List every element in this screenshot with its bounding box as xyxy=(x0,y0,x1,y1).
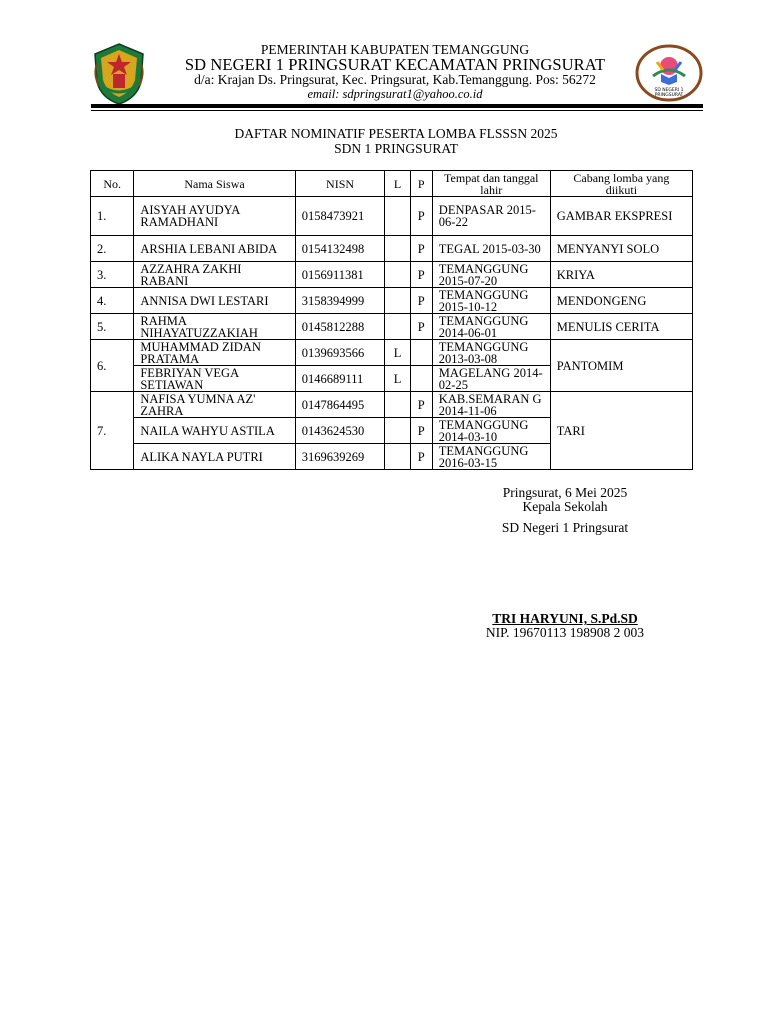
cell-nisn: 0158473921 xyxy=(295,197,385,236)
svg-text:SD NEGERI 1: SD NEGERI 1 xyxy=(654,88,684,93)
header-ttl: Tempat dan tanggal lahir xyxy=(432,171,550,197)
cell-p: P xyxy=(410,314,432,340)
cell-l xyxy=(385,392,410,418)
cell-nama: AZZAHRA ZAKHI RABANI xyxy=(134,262,295,288)
cell-ttl: TEMANGGUNG 2015-10-12 xyxy=(432,288,550,314)
cell-nama: MUHAMMAD ZIDAN PRATAMA xyxy=(134,340,295,366)
cell-l xyxy=(385,314,410,340)
school-logo-icon xyxy=(635,44,703,102)
signature-place-date: Pringsurat, 6 Mei 2025 xyxy=(502,485,628,500)
cell-p: P xyxy=(410,444,432,470)
cell-cabang: MENULIS CERITA xyxy=(550,314,692,340)
header-cabang: Cabang lomba yang diikuti xyxy=(550,171,692,197)
cell-nisn: 0145812288 xyxy=(295,314,385,340)
table-header-row xyxy=(91,171,693,197)
cell-nama: ARSHIA LEBANI ABIDA xyxy=(134,236,295,262)
cell-ttl: TEMANGGUNG 2016-03-15 xyxy=(432,444,550,470)
cell-nisn: 0146689111 xyxy=(295,366,385,392)
cell-nama: NAFISA YUMNA AZ' ZAHRA xyxy=(134,392,295,418)
cell-no: 7. xyxy=(91,392,134,470)
table-row xyxy=(91,197,693,236)
regency-crest-icon xyxy=(91,42,147,106)
cell-no: 4. xyxy=(91,288,134,314)
cell-p xyxy=(410,340,432,366)
kop-email: email: sdpringsurat1@yahoo.co.id xyxy=(307,87,483,101)
cell-l xyxy=(385,288,410,314)
cell-ttl: TEMANGGUNG 2015-07-20 xyxy=(432,262,550,288)
table-row xyxy=(91,340,693,366)
cell-ttl: MAGELANG 2014-02-25 xyxy=(432,366,550,392)
cell-nama: AISYAH AYUDYA RAMADHANI xyxy=(134,197,295,236)
cell-no: 6. xyxy=(91,340,134,392)
cell-l: L xyxy=(385,340,410,366)
cell-cabang: TARI xyxy=(550,392,692,470)
signature-institution: SD Negeri 1 Pringsurat xyxy=(501,520,629,535)
table-row xyxy=(91,392,693,418)
cell-cabang: MENDONGENG xyxy=(550,288,692,314)
header-nama: Nama Siswa xyxy=(134,171,295,197)
letterhead-rule-thick xyxy=(91,104,703,108)
table-row xyxy=(91,262,693,288)
cell-no: 3. xyxy=(91,262,134,288)
cell-ttl: KAB.SEMARAN G 2014-11-06 xyxy=(432,392,550,418)
cell-l xyxy=(385,197,410,236)
cell-nama: RAHMA NIHAYATUZZAKIAH xyxy=(134,314,295,340)
participant-table xyxy=(90,170,693,470)
signature-position: Kepala Sekolah xyxy=(522,499,608,514)
cell-nisn: 0143624530 xyxy=(295,418,385,444)
signature-nip: NIP. 19670113 198908 2 003 xyxy=(485,625,645,640)
cell-nama: FEBRIYAN VEGA SETIAWAN xyxy=(134,366,295,392)
cell-p: P xyxy=(410,197,432,236)
cell-p: P xyxy=(410,418,432,444)
cell-p: P xyxy=(410,392,432,418)
cell-nisn: 0139693566 xyxy=(295,340,385,366)
cell-p: P xyxy=(410,236,432,262)
cell-nisn: 0154132498 xyxy=(295,236,385,262)
signature-name: TRI HARYUNI, S.Pd.SD xyxy=(492,611,638,626)
header-p: P xyxy=(410,171,432,197)
cell-cabang: GAMBAR EKSPRESI xyxy=(550,197,692,236)
cell-cabang: PANTOMIM xyxy=(550,340,692,392)
cell-nisn: 3169639269 xyxy=(295,444,385,470)
cell-nama: NAILA WAHYU ASTILA xyxy=(134,418,295,444)
header-no: No. xyxy=(91,171,134,197)
cell-ttl: TEMANGGUNG 2014-03-10 xyxy=(432,418,550,444)
cell-nama: ANNISA DWI LESTARI xyxy=(134,288,295,314)
cell-nisn: 0147864495 xyxy=(295,392,385,418)
table-row xyxy=(91,236,693,262)
header-nisn: NISN xyxy=(295,171,385,197)
cell-l xyxy=(385,236,410,262)
cell-l xyxy=(385,418,410,444)
cell-no: 5. xyxy=(91,314,134,340)
cell-l: L xyxy=(385,366,410,392)
kop-government: PEMERINTAH KABUPATEN TEMANGGUNG xyxy=(260,42,530,57)
cell-ttl: DENPASAR 2015-06-22 xyxy=(432,197,550,236)
cell-cabang: MENYANYI SOLO xyxy=(550,236,692,262)
cell-nisn: 3158394999 xyxy=(295,288,385,314)
kop-school-name: SD NEGERI 1 PRINGSURAT KECAMATAN PRINGSURAT xyxy=(184,55,606,74)
document-subtitle: SDN 1 PRINGSURAT xyxy=(334,141,458,156)
cell-l xyxy=(385,444,410,470)
kop-address: d/a: Krajan Ds. Pringsurat, Kec. Pringsurat, Kab.Temanggung. Pos: 56272 xyxy=(194,72,596,87)
cell-ttl: TEGAL 2015-03-30 xyxy=(432,236,550,262)
cell-l xyxy=(385,262,410,288)
cell-nisn: 0156911381 xyxy=(295,262,385,288)
table-row xyxy=(91,314,693,340)
cell-ttl: TEMANGGUNG 2014-06-01 xyxy=(432,314,550,340)
cell-no: 1. xyxy=(91,197,134,236)
letterhead-rule-thin xyxy=(91,110,703,111)
cell-no: 2. xyxy=(91,236,134,262)
cell-nama: ALIKA NAYLA PUTRI xyxy=(134,444,295,470)
svg-text:PRINGSURAT: PRINGSURAT xyxy=(654,93,684,98)
document-title: DAFTAR NOMINATIF PESERTA LOMBA FLSSSN 2025 xyxy=(234,126,558,141)
cell-ttl: TEMANGGUNG 2013-03-08 xyxy=(432,340,550,366)
cell-cabang: KRIYA xyxy=(550,262,692,288)
cell-p xyxy=(410,366,432,392)
cell-p: P xyxy=(410,288,432,314)
header-l: L xyxy=(385,171,410,197)
table-row xyxy=(91,288,693,314)
cell-p: P xyxy=(410,262,432,288)
